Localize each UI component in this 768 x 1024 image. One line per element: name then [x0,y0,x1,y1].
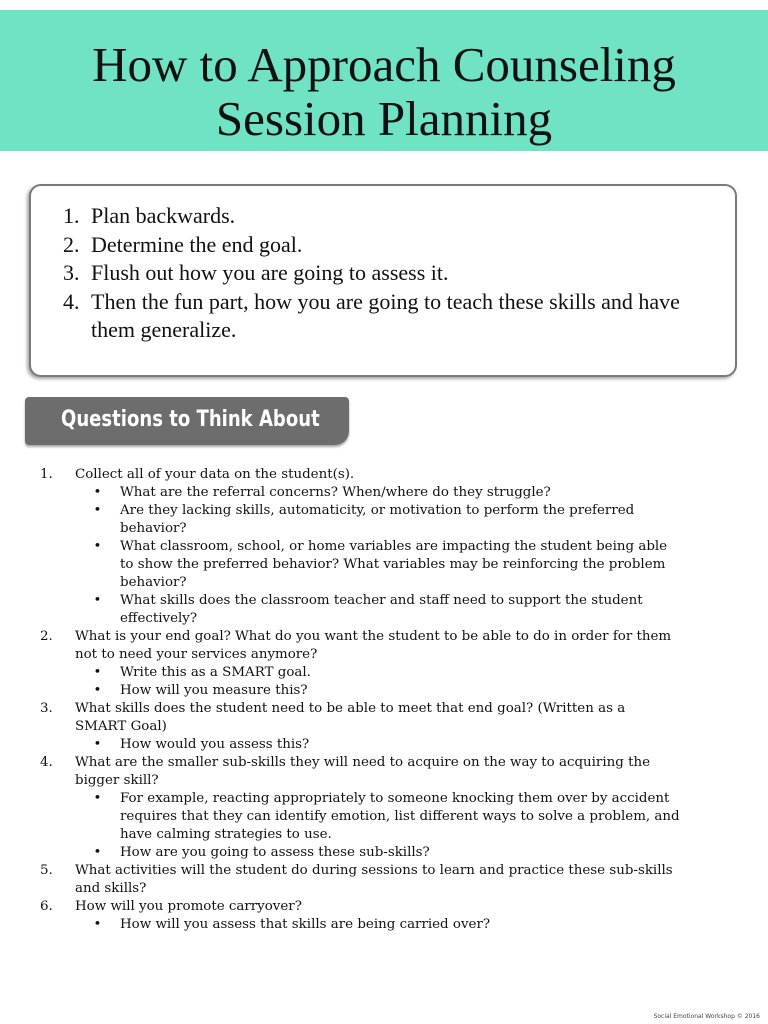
sub-question-text: How are you going to assess these sub-skills? [120,845,430,860]
sub-question-text: Are they lacking skills, automaticity, or motivation to perform the preferred behavior? [120,503,635,536]
bullet-icon: • [93,845,102,860]
question-body [75,754,680,862]
step-item [63,202,723,231]
step-number: 2. [63,231,80,257]
page-title [0,38,768,146]
question-item [40,700,680,754]
question-item [40,862,680,898]
steps-box [29,184,737,377]
sub-question-text: What classroom, school, or home variables are impacting the student being able to show the preferred behavior? What variables may be reinforcing the problem behavior? [120,539,668,590]
question-number: 5. [40,863,53,878]
sub-question-text: For example, reacting appropriately to someone knocking them over by accident requires that they can identify emotion, list different ways to solve a problem, and have calming strategies to use. [120,791,680,842]
question-number: 3. [40,701,53,716]
sub-question-text: Write this as a SMART goal. [120,665,311,680]
sub-question [75,916,680,934]
question-item [40,754,680,862]
sub-question [75,502,680,538]
section-heading: Questions to Think About [61,407,320,432]
bullet-icon: • [93,665,102,680]
bullet-icon: • [93,791,102,806]
question-body [75,898,680,934]
sub-question [75,592,680,628]
sub-question [75,484,680,502]
section-banner [25,397,349,445]
sub-question-text: How would you assess this? [120,737,310,752]
questions-list [40,466,680,934]
question-text: What skills does the student need to be able to meet that end goal? (Written as a SMART Goal) [75,701,626,734]
header-band [0,10,768,151]
sub-question-text: How will you measure this? [120,683,308,698]
bullet-icon: • [93,683,102,698]
steps-list [63,202,723,345]
question-body [75,700,680,754]
sub-question [75,736,680,754]
sub-question [75,844,680,862]
question-number: 1. [40,467,53,482]
step-item [63,259,723,288]
question-body [75,466,680,628]
copyright-footer: Social Emotional Workshop © 2016 [653,1013,760,1020]
question-number: 2. [40,629,53,644]
step-text: Then the fun part, how you are going to teach these skills and have them generalize. [91,288,680,342]
bullet-icon: • [93,485,102,500]
step-number: 4. [63,288,80,314]
step-number: 3. [63,260,80,285]
question-number: 4. [40,755,53,770]
step-text: Determine the end goal. [91,231,303,257]
step-item [63,288,723,345]
question-text: What activities will the student do during sessions to learn and practice these sub-skills and skills? [75,863,673,896]
page-title-line-1: How to Approach Counseling [92,37,676,92]
question-item [40,898,680,934]
question-body [75,862,680,898]
step-text: Flush out how you are going to assess it. [91,260,449,285]
bullet-icon: • [93,539,102,554]
sub-question [75,682,680,700]
page-title-line-2: Session Planning [215,91,553,146]
question-item [40,628,680,700]
sub-question-text: How will you assess that skills are being carried over? [120,917,491,932]
sub-question [75,538,680,592]
step-number: 1. [63,203,80,228]
sub-question-text: What skills does the classroom teacher and staff need to support the student effectively? [120,593,643,626]
question-text: What is your end goal? What do you want the student to be able to do in order for them not to need your services anymore? [75,629,672,662]
step-text: Plan backwards. [91,203,236,228]
question-number: 6. [40,899,53,914]
sub-question [75,664,680,682]
question-body [75,628,680,700]
bullet-icon: • [93,593,102,608]
question-item [40,466,680,628]
sub-question-text: What are the referral concerns? When/where do they struggle? [120,485,551,500]
question-text: Collect all of your data on the student(s). [75,467,355,482]
bullet-icon: • [93,917,102,932]
bullet-icon: • [93,737,102,752]
bullet-icon: • [93,503,102,518]
question-text: How will you promote carryover? [75,899,302,914]
step-item [63,231,723,260]
sub-question [75,790,680,844]
question-text: What are the smaller sub-skills they will need to acquire on the way to acquiring the bigger skill? [75,755,650,788]
